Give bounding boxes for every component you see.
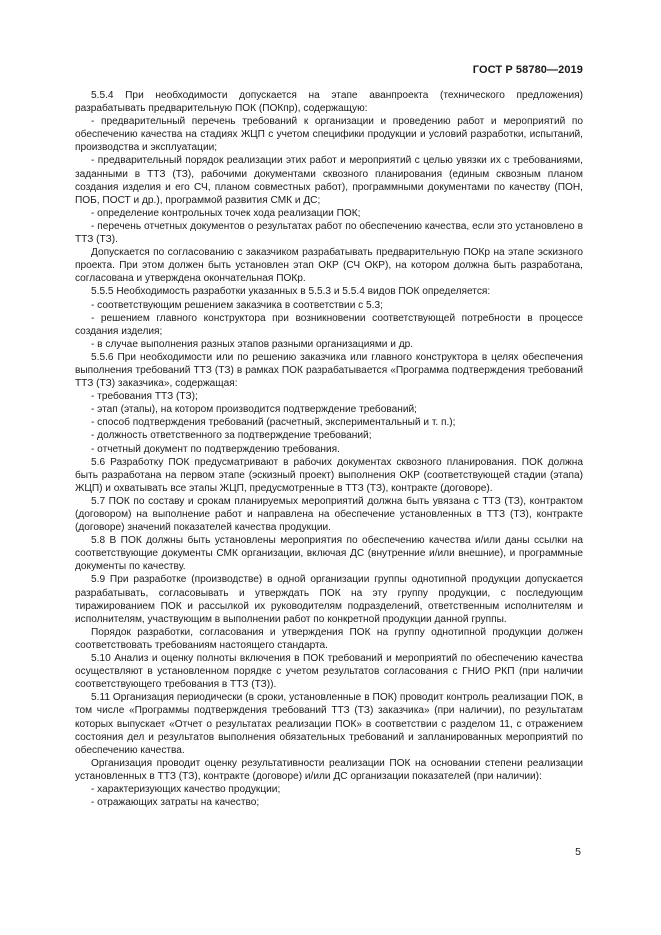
paragraph: - определение контрольных точек хода реализации ПОК;	[91, 207, 361, 219]
paragraph: Допускается по согласованию с заказчиком разрабатывать предварительную ПОКр на этапе эскизного проекта. При этом должен быть установлен этап ОКР (СЧ ОКР), на котором должна быть разработана, согласована и утверждена окончательная ПОКр.	[75, 247, 583, 285]
paragraph: - требования ТТЗ (ТЗ);	[91, 391, 198, 403]
paragraph: Порядок разработки, согласования и утверждения ПОК на группу однотипной продукции должен соответствовать требованиям настоящего стандарта.	[75, 626, 583, 651]
paragraph: 5.7 ПОК по составу и срокам планируемых мероприятий должна быть увязана с ТТЗ (ТЗ), контрактом (договором) на выполнение работ и направлена на обеспечение установленных в ТТЗ (ТЗ), контракте (договоре) значений показателей качества продукции.	[75, 495, 583, 534]
paragraph: 5.5.6 При необходимости или по решению заказчика или главного конструктора в целях обеспечения выполнения требований ТТЗ (ТЗ) в рамках ПОК разрабатывается «Программа подтверждения требований ТТЗ (ТЗ) заказчика», содержащая:	[75, 351, 583, 390]
paragraph: - в случае выполнения разных этапов разными организациями и др.	[91, 338, 414, 350]
paragraph: 5.5.5 Необходимость разработки указанных в 5.5.3 и 5.5.4 видов ПОК определяется:	[91, 286, 491, 298]
document-body	[75, 89, 583, 809]
paragraph: - характеризующих качество продукции;	[91, 783, 281, 795]
paragraph: - должность ответственного за подтверждение требований;	[91, 430, 372, 442]
paragraph: - предварительный перечень требований к организации и проведению работ и мероприятий по обеспечению качества на стадиях ЖЦП с учетом специфики продукции и условий разработки, испытаний, производства и эксплуатации;	[75, 116, 583, 154]
paragraph: - перечень отчетных документов о результатах работ по обеспечению качества, если это установлено в ТТЗ (ТЗ).	[75, 220, 583, 246]
paragraph: - решением главного конструктора при возникновении соответствующей потребности в процессе создания изделия;	[75, 312, 583, 337]
paragraph: 5.10 Анализ и оценку полноты включения в ПОК требований и мероприятий по обеспечению качества осуществляют в установленном порядке с учетом результатов согласования с ГНИО РКП (при наличии соответствующего требования в ТТЗ (ТЗ)).	[75, 653, 583, 691]
document-header: ГОСТ Р 58780—2019	[472, 64, 583, 76]
paragraph: Организация проводит оценку результативности реализации ПОК на основании степени реализации установленных в ТТЗ (ТЗ), контракте (договоре) и/или ДС организации показателей (при наличии):	[75, 757, 583, 782]
paragraph: - отражающих затраты на качество;	[91, 797, 260, 809]
paragraph: - способ подтверждения требований (расчетный, экспериментальный и т. п.);	[91, 417, 456, 429]
paragraph: - предварительный порядок реализации этих работ и мероприятий с целью увязки их с требованиями, заданными в ТТЗ (ТЗ), рабочими документами сквозного планирования (единым сквозным планом создания изделия и его СЧ, планом совместных работ), программными документами по качеству (ПОН, ПОБ, ПОСТ и др.), программой развития СМК и ДС;	[75, 155, 583, 206]
paragraph: 5.11 Организация периодически (в сроки, установленные в ПОК) проводит контроль реализации ПОК, в том числе «Программы подтверждения требований ТТЗ (ТЗ) заказчика» (при наличии), по результатам которых выпускает «Отчет о результатах реализации ПОК» в соответствии с разделом 11, с отражением состояния дел и результатов выполнения обязательных требований и запланированных мероприятий по обеспечению качества.	[75, 692, 583, 756]
paragraph: - соответствующим решением заказчика в соответствии с 5.3;	[91, 299, 383, 311]
paragraph: - этап (этапы), на котором производится подтверждение требований;	[91, 404, 417, 416]
paragraph: 5.5.4 При необходимости допускается на этапе аванпроекта (технического предложения) разрабатывать предварительную ПОК (ПОКпр), содержащую:	[75, 90, 583, 115]
page-number: 5	[575, 846, 581, 858]
paragraph: 5.8 В ПОК должны быть установлены мероприятия по обеспечению качества и/или даны ссылки на соответствующие документы СМК организации, включая ДС (внутренние и/или внешние), и программные документы по качеству.	[75, 535, 583, 573]
paragraph: - отчетный документ по подтверждению требования.	[91, 443, 340, 455]
paragraph: 5.9 При разработке (производстве) в одной организации группы однотипной продукции допускается разрабатывать, согласовывать и утверждать ПОК на эту группу продукции, с последующим тиражированием ПОК и рассылкой их руководителям подразделений, ответственным исполнителям и исполнителям, участвующим в выполнении работ по конкретной продукции данной группы.	[75, 574, 583, 625]
paragraph: 5.6 Разработку ПОК предусматривают в рабочих документах сквозного планирования. ПОК должна быть разработана на первом этапе (эскизный проект) выполнения ОКР (соответствующей стадии (этапа) ЖЦП) и охватывать все этапы ЖЦП, предусмотренные в ТТЗ (ТЗ), контракте (договоре).	[75, 456, 583, 494]
